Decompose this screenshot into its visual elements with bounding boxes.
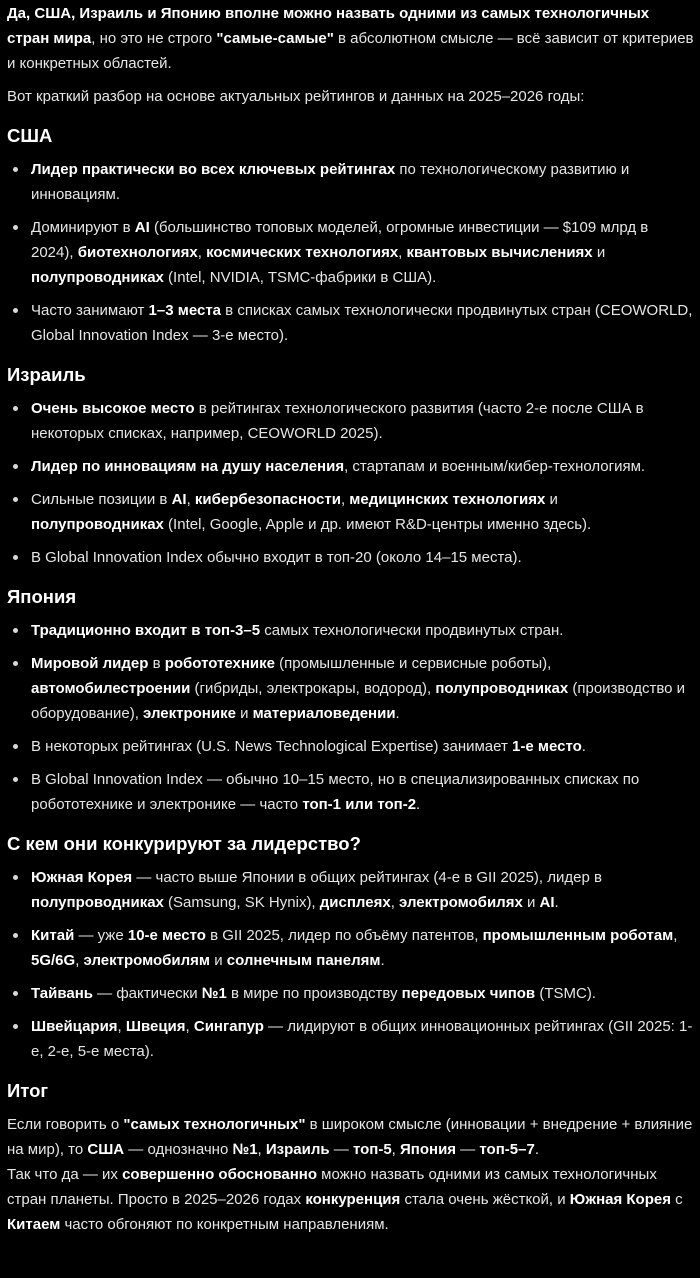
list-item: Тайвань — фактически №1 в мире по производству передовых чипов (TSMC).: [7, 981, 694, 1006]
summary-conclusion: Так что да — их совершенно обоснованно можно назвать одними из самых технологичных стран планеты. Просто в 2025–2026 годах конкуренция стала очень жёсткой, и Южная Корея с Китаем часто обгоняют по конкретным направлениям.: [7, 1166, 683, 1233]
emphasis-text: Лидер практически во всех ключевых рейтингах: [31, 161, 396, 178]
emphasis-text: Швейцария: [31, 1018, 118, 1035]
emphasis-text: 10-е место: [127, 927, 206, 944]
emphasis-text: полупроводниках: [31, 516, 164, 533]
emphasis-text: конкуренция: [305, 1191, 401, 1208]
list-item: В некоторых рейтингах (U.S. News Technological Expertise) занимает 1-е место.: [7, 734, 694, 759]
emphasis-text: 1–3 места: [148, 302, 222, 319]
list-item: Сильные позиции в AI, кибербезопасности, медицинских технологиях и полупроводниках (Intel, Google, Apple и др. имеют R&D-центры именно здесь).: [7, 487, 694, 537]
emphasis-text: топ-1 или топ-2: [302, 796, 417, 813]
section-heading-usa: США: [7, 125, 53, 146]
emphasis-text: Очень высокое место: [31, 400, 195, 417]
emphasis-text: полупроводниках: [31, 269, 164, 286]
emphasis-text: материаловедении: [252, 705, 396, 722]
list-item: Швейцария, Швеция, Сингапур — лидируют в общих инновационных рейтингах (GII 2025: 1-е, 2-е, 5-е места).: [7, 1014, 694, 1064]
emphasis-text: США: [87, 1141, 125, 1158]
emphasis-text: AI: [134, 219, 150, 236]
list-item: Лидер практически во всех ключевых рейтингах по технологическому развитию и инновациям.: [7, 157, 694, 207]
list-item: Очень высокое место в рейтингах технологического развития (часто 2-е после США в некоторых списках, например, CEOWORLD 2025).: [7, 396, 694, 446]
emphasis-text: кибербезопасности: [194, 491, 341, 508]
emphasis-text: Традиционно входит в топ-3–5: [31, 622, 261, 639]
emphasis-text: медицинских технологиях: [349, 491, 546, 508]
list-item: Часто занимают 1–3 места в списках самых технологически продвинутых стран (CEOWORLD, Global Innovation Index — 3-е место).: [7, 298, 694, 348]
emphasis-text: электромобилям: [83, 952, 211, 969]
usa-list: [7, 157, 694, 348]
israel-list: [7, 396, 694, 570]
emphasis-text: 5G/6G: [31, 952, 76, 969]
emphasis-text: совершенно обоснованно: [122, 1166, 318, 1183]
emphasis-text: AI: [171, 491, 187, 508]
list-item: Китай — уже 10-е место в GII 2025, лидер по объёму патентов, промышленным роботам, 5G/6G, электромобилям и солнечным панелям.: [7, 923, 694, 973]
section-heading-summary: Итог: [7, 1080, 49, 1101]
list-item: Традиционно входит в топ-3–5 самых технологически продвинутых стран.: [7, 618, 694, 643]
emphasis-text: топ-5: [352, 1141, 392, 1158]
emphasis-text: AI: [539, 894, 555, 911]
emphasis-text: Южная Корея: [569, 1191, 671, 1208]
emphasis-text: "самых технологичных": [123, 1116, 306, 1133]
list-item: В Global Innovation Index — обычно 10–15 место, но в специализированных списках по робототехнике и электронике — часто топ-1 или топ-2.: [7, 767, 694, 817]
emphasis-text: солнечным панелям: [226, 952, 381, 969]
emphasis-text: "самые-самые": [216, 30, 334, 47]
emphasis-text: 1-е место: [512, 738, 582, 755]
emphasis-text: Швеция: [125, 1018, 186, 1035]
emphasis-text: электронике: [143, 705, 236, 722]
emphasis-text: Южная Корея: [31, 869, 133, 886]
emphasis-text: полупроводниках: [31, 894, 164, 911]
list-item: Южная Корея — часто выше Японии в общих рейтингах (4-е в GII 2025), лидер в полупроводниках (Samsung, SK Hynix), дисплеях, электромобилях и AI.: [7, 865, 694, 915]
list-item: Мировой лидер в робототехнике (промышленные и сервисные роботы), автомобилестроении (гибриды, электрокары, водород), полупроводниках (производство и оборудование), электронике и материаловедении.: [7, 651, 694, 726]
competitors-list: [7, 865, 694, 1064]
intro-lead: Вот краткий разбор на основе актуальных рейтингов и данных на 2025–2026 годы:: [7, 88, 585, 105]
list-item: В Global Innovation Index обычно входит в топ-20 (около 14–15 места).: [7, 545, 694, 570]
emphasis-text: космических технологиях: [206, 244, 399, 261]
emphasis-text: автомобилестроении: [31, 680, 191, 697]
emphasis-text: Китай: [31, 927, 75, 944]
emphasis-text: №1: [232, 1141, 258, 1158]
emphasis-text: Израиль: [265, 1141, 330, 1158]
emphasis-text: Китаем: [7, 1216, 61, 1233]
emphasis-text: Мировой лидер: [31, 655, 149, 672]
emphasis-text: топ-5–7: [479, 1141, 535, 1158]
emphasis-text: №1: [201, 985, 227, 1002]
emphasis-text: дисплеях: [319, 894, 391, 911]
emphasis-text: электромобилях: [399, 894, 523, 911]
list-item: Лидер по инновациям на душу населения, стартапам и военным/кибер-технологиям.: [7, 454, 694, 479]
emphasis-text: Сингапур: [193, 1018, 264, 1035]
emphasis-text: передовых чипов: [401, 985, 536, 1002]
summary-paragraph: Если говорить о "самых технологичных" в широком смысле (инновации + внедрение + влияние на мир), то США — однозначно №1, Израиль — топ-5, Япония — топ-5–7.: [7, 1116, 693, 1158]
emphasis-text: полупроводниках: [435, 680, 569, 697]
intro-paragraph: Да, США, Израиль и Японию вполне можно назвать одними из самых технологичных стран мира, но это не строго "самые-самые" в абсолютном смысле — всё зависит от критериев и конкретных областей.: [7, 5, 694, 72]
section-heading-competitors: С кем они конкурируют за лидерство?: [7, 833, 361, 854]
emphasis-text: робототехнике: [164, 655, 275, 672]
emphasis-text: Тайвань: [31, 985, 93, 1002]
emphasis-text: квантовых вычислениях: [406, 244, 593, 261]
emphasis-text: промышленным роботам: [482, 927, 674, 944]
emphasis-text: Япония: [400, 1141, 457, 1158]
emphasis-text: биотехнологиях: [77, 244, 198, 261]
section-heading-japan: Япония: [7, 586, 77, 607]
list-item: Доминируют в AI (большинство топовых моделей, огромные инвестиции — $109 млрд в 2024), биотехнологиях, космических технологиях, квантовых вычислениях и полупроводниках (Intel, NVIDIA, TSMC-фабрики в США).: [7, 215, 694, 290]
emphasis-text: Да, США, Израиль и Японию вполне можно назвать одними из самых технологичных стран мира: [7, 5, 650, 47]
japan-list: [7, 618, 694, 817]
emphasis-text: Лидер по инновациям на душу населения: [31, 458, 345, 475]
section-heading-israel: Израиль: [7, 364, 86, 385]
